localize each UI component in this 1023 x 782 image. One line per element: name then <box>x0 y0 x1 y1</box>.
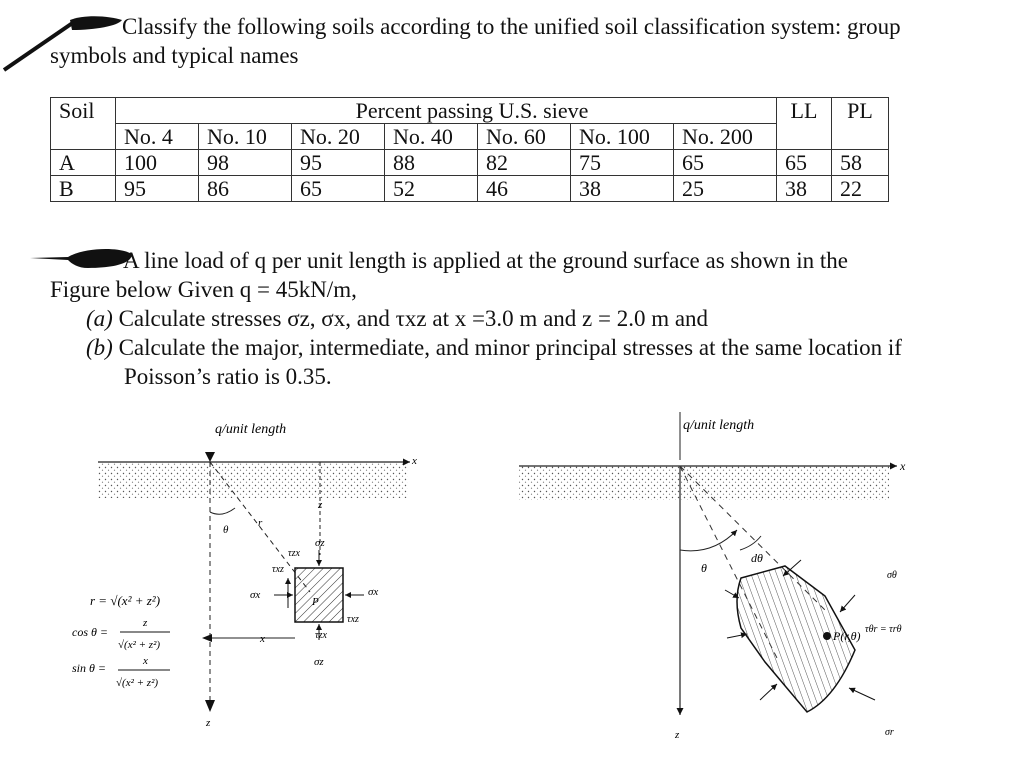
soil-surface <box>519 466 889 500</box>
table-cell: 38 <box>571 176 674 202</box>
question-2-line-2: Figure below Given q = 45kN/m, <box>50 277 357 302</box>
table-cell: 95 <box>116 176 199 202</box>
svg-text:z: z <box>675 729 680 741</box>
svg-text:σz: σz <box>315 537 325 549</box>
load-arrow-icon <box>205 452 215 462</box>
question-1-line-2: symbols and typical names <box>50 43 299 68</box>
pl-header: PL <box>832 98 889 124</box>
table-cell: 25 <box>674 176 777 202</box>
svg-text:z: z <box>318 499 323 511</box>
point-p <box>823 632 831 640</box>
table-cell: 100 <box>116 150 199 176</box>
question-2-line-1: A line load of q per unit length is applied at the ground surface as shown in the <box>123 248 848 273</box>
svg-text:σr: σr <box>885 727 894 738</box>
svg-text:σθ: σθ <box>887 570 897 581</box>
sieve-header: No. 20 <box>292 124 385 150</box>
svg-text:√(x² + z²): √(x² + z²) <box>118 639 161 651</box>
table-cell: 98 <box>199 150 292 176</box>
svg-text:x: x <box>260 633 265 645</box>
table-cell-ll: 65 <box>777 150 832 176</box>
svg-text:dθ: dθ <box>751 551 763 565</box>
svg-text:z: z <box>143 617 148 629</box>
table-row <box>51 176 889 202</box>
table-cell: 82 <box>478 150 571 176</box>
table-cell-pl: 22 <box>832 176 889 202</box>
part-b: (b) Calculate the major, intermediate, and minor principal stresses at the same location if <box>86 335 902 360</box>
table-cell: 95 <box>292 150 385 176</box>
table-cell: 88 <box>385 150 478 176</box>
sieve-analysis-table <box>50 97 889 202</box>
left-figure-cartesian-stresses <box>50 400 430 745</box>
svg-text:P: P <box>312 596 319 608</box>
equation-cos-lhs: cos θ = <box>72 625 108 639</box>
table-cell: 75 <box>571 150 674 176</box>
table-cell: 65 <box>674 150 777 176</box>
table-cell-ll: 38 <box>777 176 832 202</box>
svg-text:r: r <box>258 517 263 529</box>
right-figure-polar-stresses <box>515 400 915 755</box>
svg-text:x: x <box>143 655 148 667</box>
svg-text:z: z <box>206 717 211 729</box>
percent-passing-header: Percent passing U.S. sieve <box>116 98 777 124</box>
soil-header: Soil <box>51 98 116 150</box>
sieve-header: No. 4 <box>116 124 199 150</box>
svg-text:x: x <box>412 455 417 467</box>
table-cell: 52 <box>385 176 478 202</box>
soil-surface <box>98 462 408 498</box>
table-cell: 46 <box>478 176 571 202</box>
sieve-header: No. 10 <box>199 124 292 150</box>
svg-text:σx: σx <box>250 589 261 601</box>
theta-arc <box>210 508 235 514</box>
svg-text:θ: θ <box>701 561 707 575</box>
equation-sin-lhs: sin θ = <box>72 661 106 675</box>
sieve-header: No. 200 <box>674 124 777 150</box>
table-row <box>51 150 889 176</box>
svg-text:θ: θ <box>223 524 229 536</box>
table-header-row <box>51 98 889 124</box>
svg-text:P(r,θ): P(r,θ) <box>833 629 861 643</box>
question-1 <box>50 12 990 70</box>
svg-text:σx: σx <box>368 586 379 598</box>
part-a: (a) Calculate stresses σz, σx, and τxz at x =3.0 m and z = 2.0 m and <box>86 306 709 331</box>
load-label: q/unit length <box>215 422 287 437</box>
table-cell: 86 <box>199 176 292 202</box>
question-2 <box>50 246 1010 391</box>
svg-text:τxz: τxz <box>272 564 284 575</box>
svg-text:τθr = τrθ: τθr = τrθ <box>865 624 902 635</box>
soil-id: B <box>51 176 116 202</box>
svg-text:τzx: τzx <box>315 630 327 641</box>
sieve-header: No. 60 <box>478 124 571 150</box>
sieve-number-row <box>51 124 889 150</box>
soil-id: A <box>51 150 116 176</box>
sieve-header: No. 40 <box>385 124 478 150</box>
ll-header: LL <box>777 98 832 124</box>
equation-r: r = √(x² + z²) <box>90 593 161 608</box>
svg-text:√(x² + z²): √(x² + z²) <box>116 677 159 689</box>
svg-text:τxz: τxz <box>347 614 359 625</box>
svg-text:σz: σz <box>314 656 324 668</box>
svg-text:x: x <box>900 459 906 473</box>
part-b-line-2: Poisson’s ratio is 0.35. <box>124 364 332 389</box>
load-label: q/unit length <box>683 418 755 433</box>
sieve-header: No. 100 <box>571 124 674 150</box>
table-cell-pl: 58 <box>832 150 889 176</box>
question-1-line-1: Classify the following soils according to the unified soil classification system: group <box>122 14 901 39</box>
svg-text:τzx: τzx <box>288 548 300 559</box>
table-cell: 65 <box>292 176 385 202</box>
stress-element <box>295 568 343 622</box>
